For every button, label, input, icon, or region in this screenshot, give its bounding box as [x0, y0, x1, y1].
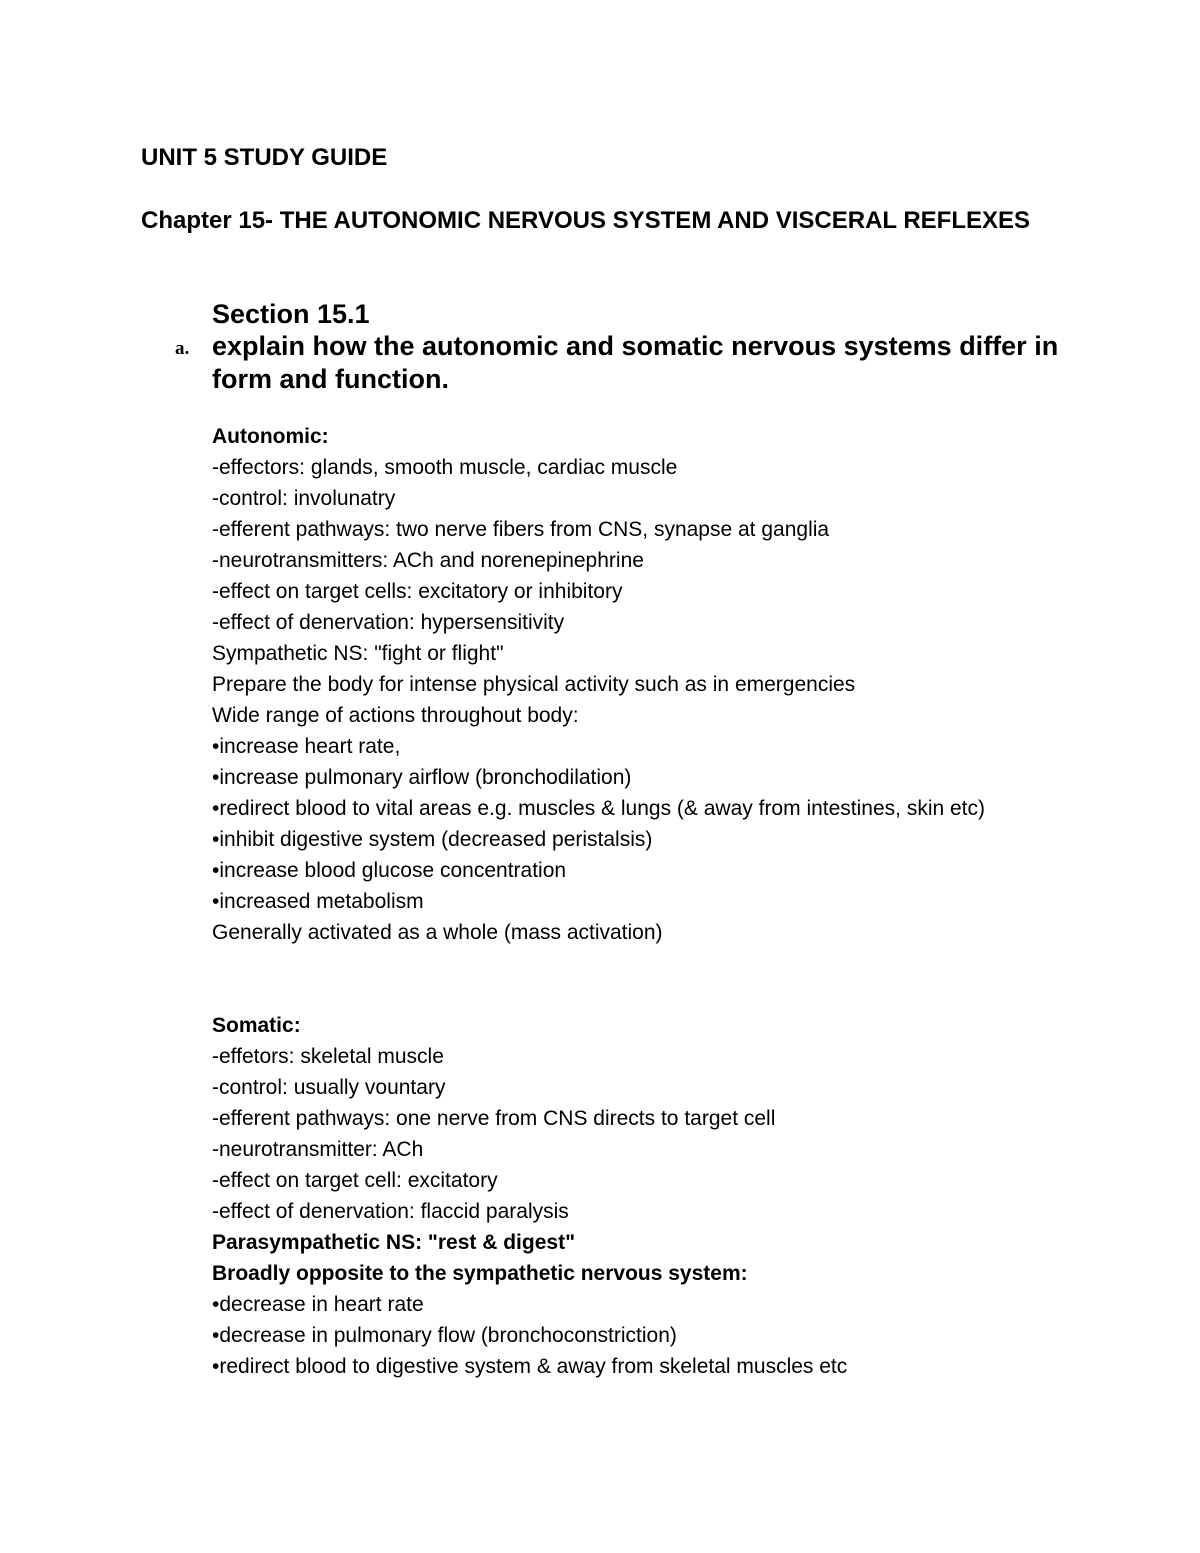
autonomic-line: Wide range of actions throughout body:: [212, 704, 579, 727]
autonomic-line: -effect on target cells: excitatory or inhibitory: [212, 580, 623, 603]
autonomic-line: -effect of denervation: hypersensitivity: [212, 611, 565, 634]
autonomic-line: -efferent pathways: two nerve fibers from CNS, synapse at ganglia: [212, 518, 830, 541]
spacer: [212, 948, 1072, 1010]
section-block: [141, 298, 1101, 396]
parasympathetic-line: •redirect blood to digestive system & away from skeletal muscles etc: [212, 1355, 848, 1378]
autonomic-line: -control: involunatry: [212, 487, 396, 510]
somatic-line: -effetors: skeletal muscle: [212, 1045, 444, 1068]
section-heading: Section 15.1: [212, 299, 370, 329]
parasympathetic-line: •decrease in heart rate: [212, 1293, 424, 1316]
autonomic-line: Prepare the body for intense physical activity such as in emergencies: [212, 673, 856, 696]
autonomic-line: •increase blood glucose concentration: [212, 859, 567, 882]
autonomic-line: •inhibit digestive system (decreased peristalsis): [212, 828, 653, 851]
chapter-title: Chapter 15- THE AUTONOMIC NERVOUS SYSTEM AND VISCERAL REFLEXES: [141, 207, 1031, 234]
somatic-line: -effect on target cell: excitatory: [212, 1169, 498, 1192]
autonomic-line: Generally activated as a whole (mass activation): [212, 921, 663, 944]
autonomic-line: •increased metabolism: [212, 890, 424, 913]
notes-content: [212, 421, 1072, 1382]
somatic-line: -neurotransmitter: ACh: [212, 1138, 424, 1161]
autonomic-line: •redirect blood to vital areas e.g. muscles & lungs (& away from intestines, skin etc): [212, 797, 986, 820]
parasympathetic-heading: Parasympathetic NS: "rest & digest": [212, 1231, 576, 1254]
somatic-heading: Somatic:: [212, 1014, 301, 1037]
document-title: UNIT 5 STUDY GUIDE: [141, 144, 388, 171]
autonomic-line: Sympathetic NS: "fight or flight": [212, 642, 504, 665]
autonomic-heading: Autonomic:: [212, 425, 329, 448]
autonomic-line: -neurotransmitters: ACh and norenepinephrine: [212, 549, 644, 572]
objective-marker: a.: [175, 338, 190, 359]
autonomic-line: •increase heart rate,: [212, 735, 401, 758]
parasympathetic-subheading: Broadly opposite to the sympathetic nervous system:: [212, 1262, 748, 1285]
autonomic-line: -effectors: glands, smooth muscle, cardiac muscle: [212, 456, 678, 479]
somatic-line: -efferent pathways: one nerve from CNS directs to target cell: [212, 1107, 776, 1130]
somatic-line: -effect of denervation: flaccid paralysis: [212, 1200, 569, 1223]
parasympathetic-line: •decrease in pulmonary flow (bronchoconstriction): [212, 1324, 677, 1347]
objective-text: explain how the autonomic and somatic nervous systems differ in form and function.: [212, 331, 1059, 394]
somatic-line: -control: usually vountary: [212, 1076, 446, 1099]
learning-objective: [141, 330, 1101, 396]
autonomic-line: •increase pulmonary airflow (bronchodilation): [212, 766, 632, 789]
